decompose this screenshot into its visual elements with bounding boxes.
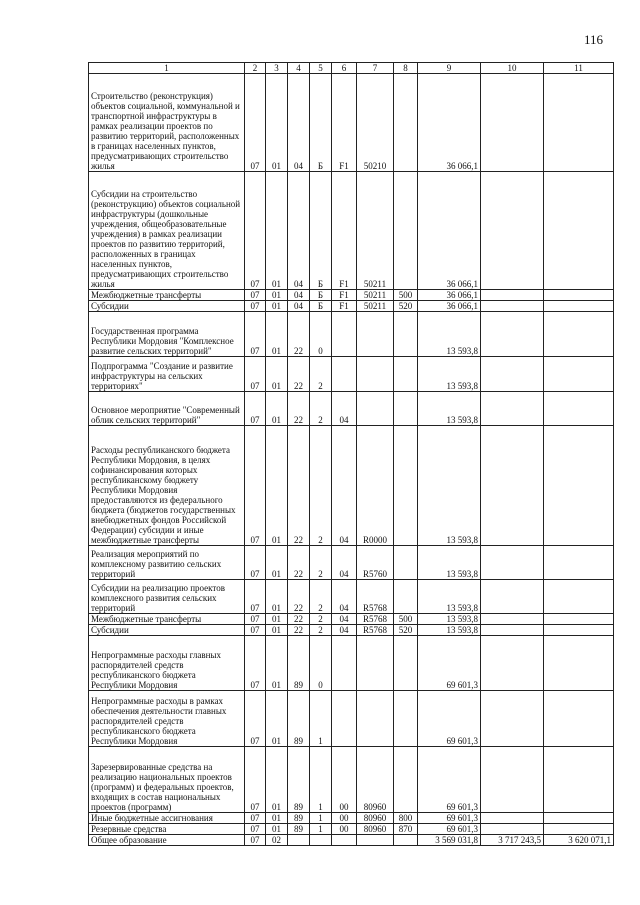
amount-col9-cell: 13 593,8	[418, 312, 481, 357]
expense-name-cell: Реализация мероприятий по комплексному развитию сельских территорий	[89, 546, 245, 580]
section-code-cell: 07	[245, 747, 266, 813]
amount-col9-cell: 69 601,3	[418, 636, 481, 691]
amount-col10-cell	[481, 580, 544, 614]
expense-name-cell: Субсидии на строительство (реконструкцию) объектов социальной инфраструктуры (дошкольные учреждения, общеобразовательные учреждения) в рамках реализации проектов по развитию территорий, расположенных в границах населенных пунктов, предусматривающих строительство жилья	[89, 172, 245, 290]
direction-code-cell	[357, 312, 394, 357]
direction-code-cell	[357, 357, 394, 392]
table-row	[89, 813, 614, 824]
amount-col10-cell	[481, 392, 544, 426]
direction-code-cell	[357, 691, 394, 747]
subsection-code-cell: 01	[266, 426, 288, 546]
section-code-cell: 07	[245, 426, 266, 546]
expense-type-code-cell	[394, 636, 418, 691]
expense-name-cell: Зарезервированные средства на реализацию национальных проектов (программ) и федеральных проектов, входящих в состав национальных проектов (программ)	[89, 747, 245, 813]
expense-name-cell: Основное мероприятие "Современный облик сельских территорий"	[89, 392, 245, 426]
section-code-cell: 07	[245, 172, 266, 290]
column-header: 8	[394, 63, 418, 74]
table-row	[89, 824, 614, 835]
amount-col9-cell: 13 593,8	[418, 625, 481, 636]
amount-col10-cell	[481, 357, 544, 392]
subprogram-code-cell: 1	[310, 824, 332, 835]
amount-col10-cell	[481, 312, 544, 357]
expense-name-cell: Межбюджетные трансферты	[89, 614, 245, 625]
expense-type-code-cell: 500	[394, 290, 418, 301]
subsection-code-cell: 02	[266, 835, 288, 846]
activity-code-cell	[332, 636, 357, 691]
direction-code-cell: 80960	[357, 747, 394, 813]
direction-code-cell: 80960	[357, 824, 394, 835]
amount-col11-cell	[544, 172, 614, 290]
amount-col9-cell: 13 593,8	[418, 614, 481, 625]
subprogram-code-cell: Б	[310, 290, 332, 301]
expense-type-code-cell	[394, 357, 418, 392]
subprogram-code-cell: Б	[310, 74, 332, 172]
program-code-cell: 22	[288, 426, 310, 546]
direction-code-cell: 50210	[357, 74, 394, 172]
amount-col11-cell	[544, 813, 614, 824]
program-code-cell: 22	[288, 625, 310, 636]
amount-col9-cell: 36 066,1	[418, 172, 481, 290]
column-header: 6	[332, 63, 357, 74]
section-code-cell: 07	[245, 546, 266, 580]
subsection-code-cell: 01	[266, 824, 288, 835]
amount-col11-cell	[544, 290, 614, 301]
table-row	[89, 546, 614, 580]
section-code-cell: 07	[245, 636, 266, 691]
subprogram-code-cell: 2	[310, 580, 332, 614]
amount-col10-cell	[481, 636, 544, 691]
direction-code-cell: 50211	[357, 290, 394, 301]
program-code-cell: 22	[288, 614, 310, 625]
table-row	[89, 426, 614, 546]
amount-col11-cell	[544, 625, 614, 636]
subprogram-code-cell: 1	[310, 691, 332, 747]
expense-type-code-cell: 800	[394, 813, 418, 824]
activity-code-cell: 00	[332, 813, 357, 824]
amount-col9-cell: 69 601,3	[418, 824, 481, 835]
amount-col11-cell	[544, 580, 614, 614]
page-number: 116	[584, 32, 604, 47]
expense-type-code-cell	[394, 392, 418, 426]
expense-type-code-cell	[394, 74, 418, 172]
expense-type-code-cell: 870	[394, 824, 418, 835]
amount-col11-cell	[544, 301, 614, 312]
amount-col9-cell: 13 593,8	[418, 546, 481, 580]
expense-name-cell: Субсидии	[89, 625, 245, 636]
direction-code-cell: R5768	[357, 625, 394, 636]
program-code-cell: 22	[288, 357, 310, 392]
amount-col10-cell	[481, 172, 544, 290]
activity-code-cell: F1	[332, 290, 357, 301]
amount-col9-cell: 36 066,1	[418, 301, 481, 312]
expense-name-cell: Резервные средства	[89, 824, 245, 835]
column-header: 10	[481, 63, 544, 74]
activity-code-cell	[332, 835, 357, 846]
expense-type-code-cell: 520	[394, 301, 418, 312]
amount-col9-cell: 36 066,1	[418, 74, 481, 172]
program-code-cell: 04	[288, 290, 310, 301]
expense-name-cell: Государственная программа Республики Мордовия "Комплексное развитие сельских территорий"	[89, 312, 245, 357]
section-code-cell: 07	[245, 312, 266, 357]
program-code-cell: 22	[288, 546, 310, 580]
expense-name-cell: Непрограммные расходы в рамках обеспечения деятельности главных распорядителей средств республиканского бюджета Республики Мордовия	[89, 691, 245, 747]
budget-table	[88, 62, 614, 846]
activity-code-cell: F1	[332, 172, 357, 290]
direction-code-cell: R5768	[357, 614, 394, 625]
subprogram-code-cell: 2	[310, 625, 332, 636]
program-code-cell: 04	[288, 74, 310, 172]
column-header: 4	[288, 63, 310, 74]
expense-type-code-cell	[394, 172, 418, 290]
activity-code-cell: 04	[332, 614, 357, 625]
amount-col9-cell: 69 601,3	[418, 691, 481, 747]
amount-col11-cell: 3 620 071,1	[544, 835, 614, 846]
activity-code-cell: 00	[332, 747, 357, 813]
subprogram-code-cell: 0	[310, 312, 332, 357]
program-code-cell: 04	[288, 301, 310, 312]
amount-col10-cell	[481, 813, 544, 824]
program-code-cell: 89	[288, 691, 310, 747]
subsection-code-cell: 01	[266, 74, 288, 172]
activity-code-cell: F1	[332, 301, 357, 312]
section-code-cell: 07	[245, 625, 266, 636]
subsection-code-cell: 01	[266, 636, 288, 691]
program-code-cell	[288, 835, 310, 846]
subsection-code-cell: 01	[266, 813, 288, 824]
expense-type-code-cell	[394, 426, 418, 546]
program-code-cell: 89	[288, 824, 310, 835]
subprogram-code-cell: 2	[310, 392, 332, 426]
amount-col9-cell: 13 593,8	[418, 392, 481, 426]
subsection-code-cell: 01	[266, 546, 288, 580]
subprogram-code-cell: Б	[310, 172, 332, 290]
program-code-cell: 89	[288, 813, 310, 824]
expense-name-cell: Общее образование	[89, 835, 245, 846]
table-row	[89, 625, 614, 636]
table-row	[89, 747, 614, 813]
activity-code-cell	[332, 312, 357, 357]
expense-name-cell: Субсидии на реализацию проектов комплексного развития сельских территорий	[89, 580, 245, 614]
expense-type-code-cell: 520	[394, 625, 418, 636]
column-header: 9	[418, 63, 481, 74]
direction-code-cell: 80960	[357, 813, 394, 824]
subprogram-code-cell: 2	[310, 426, 332, 546]
activity-code-cell: 04	[332, 426, 357, 546]
table-row	[89, 74, 614, 172]
table-row	[89, 614, 614, 625]
section-code-cell: 07	[245, 301, 266, 312]
subsection-code-cell: 01	[266, 312, 288, 357]
activity-code-cell	[332, 357, 357, 392]
amount-col11-cell	[544, 614, 614, 625]
subsection-code-cell: 01	[266, 747, 288, 813]
section-code-cell: 07	[245, 74, 266, 172]
table-row	[89, 636, 614, 691]
amount-col11-cell	[544, 546, 614, 580]
table-row	[89, 357, 614, 392]
section-code-cell: 07	[245, 357, 266, 392]
section-code-cell: 07	[245, 835, 266, 846]
subprogram-code-cell: 1	[310, 813, 332, 824]
expense-name-cell: Непрограммные расходы главных распорядителей средств республиканского бюджета Республики Мордовия	[89, 636, 245, 691]
amount-col10-cell	[481, 301, 544, 312]
column-header: 11	[544, 63, 614, 74]
subsection-code-cell: 01	[266, 625, 288, 636]
subprogram-code-cell: 2	[310, 357, 332, 392]
section-code-cell: 07	[245, 392, 266, 426]
table-row	[89, 301, 614, 312]
direction-code-cell	[357, 636, 394, 691]
amount-col9-cell: 3 569 031,8	[418, 835, 481, 846]
column-header: 2	[245, 63, 266, 74]
subsection-code-cell: 01	[266, 392, 288, 426]
amount-col9-cell: 36 066,1	[418, 290, 481, 301]
amount-col11-cell	[544, 824, 614, 835]
section-code-cell: 07	[245, 290, 266, 301]
activity-code-cell	[332, 691, 357, 747]
expense-type-code-cell	[394, 312, 418, 357]
amount-col11-cell	[544, 747, 614, 813]
table-row	[89, 312, 614, 357]
program-code-cell: 22	[288, 392, 310, 426]
subsection-code-cell: 01	[266, 172, 288, 290]
section-code-cell: 07	[245, 614, 266, 625]
table-row	[89, 392, 614, 426]
direction-code-cell: R5760	[357, 546, 394, 580]
column-header: 1	[89, 63, 245, 74]
amount-col9-cell: 13 593,8	[418, 426, 481, 546]
direction-code-cell	[357, 835, 394, 846]
subprogram-code-cell	[310, 835, 332, 846]
amount-col10-cell	[481, 74, 544, 172]
program-code-cell: 89	[288, 747, 310, 813]
subprogram-code-cell: 2	[310, 546, 332, 580]
expense-type-code-cell	[394, 835, 418, 846]
subsection-code-cell: 01	[266, 691, 288, 747]
table-row	[89, 835, 614, 846]
program-code-cell: 89	[288, 636, 310, 691]
table-row	[89, 691, 614, 747]
amount-col10-cell: 3 717 243,5	[481, 835, 544, 846]
expense-name-cell: Межбюджетные трансферты	[89, 290, 245, 301]
amount-col11-cell	[544, 312, 614, 357]
amount-col11-cell	[544, 392, 614, 426]
table-row	[89, 172, 614, 290]
amount-col9-cell: 69 601,3	[418, 747, 481, 813]
activity-code-cell: 00	[332, 824, 357, 835]
header-row	[89, 63, 614, 74]
expense-type-code-cell: 500	[394, 614, 418, 625]
section-code-cell: 07	[245, 691, 266, 747]
direction-code-cell	[357, 392, 394, 426]
expense-name-cell: Строительство (реконструкция) объектов социальной, коммунальной и транспортной инфраструктуры в рамках реализации проектов по развитию территорий, расположенных в границах населенных пунктов, предусматривающих строительство жилья	[89, 74, 245, 172]
amount-col11-cell	[544, 636, 614, 691]
amount-col10-cell	[481, 546, 544, 580]
table-row	[89, 580, 614, 614]
subsection-code-cell: 01	[266, 614, 288, 625]
expense-type-code-cell	[394, 691, 418, 747]
section-code-cell: 07	[245, 813, 266, 824]
expense-type-code-cell	[394, 580, 418, 614]
program-code-cell: 22	[288, 312, 310, 357]
subprogram-code-cell: 1	[310, 747, 332, 813]
amount-col10-cell	[481, 625, 544, 636]
direction-code-cell: R0000	[357, 426, 394, 546]
amount-col9-cell: 69 601,3	[418, 813, 481, 824]
subsection-code-cell: 01	[266, 580, 288, 614]
expense-name-cell: Иные бюджетные ассигнования	[89, 813, 245, 824]
amount-col10-cell	[481, 290, 544, 301]
amount-col10-cell	[481, 747, 544, 813]
expense-type-code-cell	[394, 747, 418, 813]
section-code-cell: 07	[245, 580, 266, 614]
subprogram-code-cell: 2	[310, 614, 332, 625]
program-code-cell: 22	[288, 580, 310, 614]
subsection-code-cell: 01	[266, 357, 288, 392]
activity-code-cell: 04	[332, 625, 357, 636]
amount-col9-cell: 13 593,8	[418, 357, 481, 392]
table-row	[89, 290, 614, 301]
amount-col11-cell	[544, 426, 614, 546]
amount-col11-cell	[544, 357, 614, 392]
amount-col10-cell	[481, 824, 544, 835]
amount-col10-cell	[481, 426, 544, 546]
subprogram-code-cell: 0	[310, 636, 332, 691]
subsection-code-cell: 01	[266, 301, 288, 312]
expense-name-cell: Субсидии	[89, 301, 245, 312]
activity-code-cell: 04	[332, 580, 357, 614]
expense-name-cell: Расходы республиканского бюджета Республики Мордовия, в целях софинансирования которых республиканскому бюджету Республики Мордовия предоставляются из федерального бюджета (бюджетов государственных внебюджетных фондов Российской Федерации) субсидии и иные межбюджетные трансферты	[89, 426, 245, 546]
column-header: 5	[310, 63, 332, 74]
direction-code-cell: 50211	[357, 172, 394, 290]
subsection-code-cell: 01	[266, 290, 288, 301]
direction-code-cell: R5768	[357, 580, 394, 614]
column-header: 7	[357, 63, 394, 74]
activity-code-cell: 04	[332, 392, 357, 426]
direction-code-cell: 50211	[357, 301, 394, 312]
program-code-cell: 04	[288, 172, 310, 290]
section-code-cell: 07	[245, 824, 266, 835]
column-header: 3	[266, 63, 288, 74]
activity-code-cell: F1	[332, 74, 357, 172]
amount-col9-cell: 13 593,8	[418, 580, 481, 614]
amount-col11-cell	[544, 74, 614, 172]
expense-type-code-cell	[394, 546, 418, 580]
amount-col11-cell	[544, 691, 614, 747]
expense-name-cell: Подпрограмма "Создание и развитие инфраструктуры на сельских территориях"	[89, 357, 245, 392]
subprogram-code-cell: Б	[310, 301, 332, 312]
activity-code-cell: 04	[332, 546, 357, 580]
amount-col10-cell	[481, 614, 544, 625]
amount-col10-cell	[481, 691, 544, 747]
